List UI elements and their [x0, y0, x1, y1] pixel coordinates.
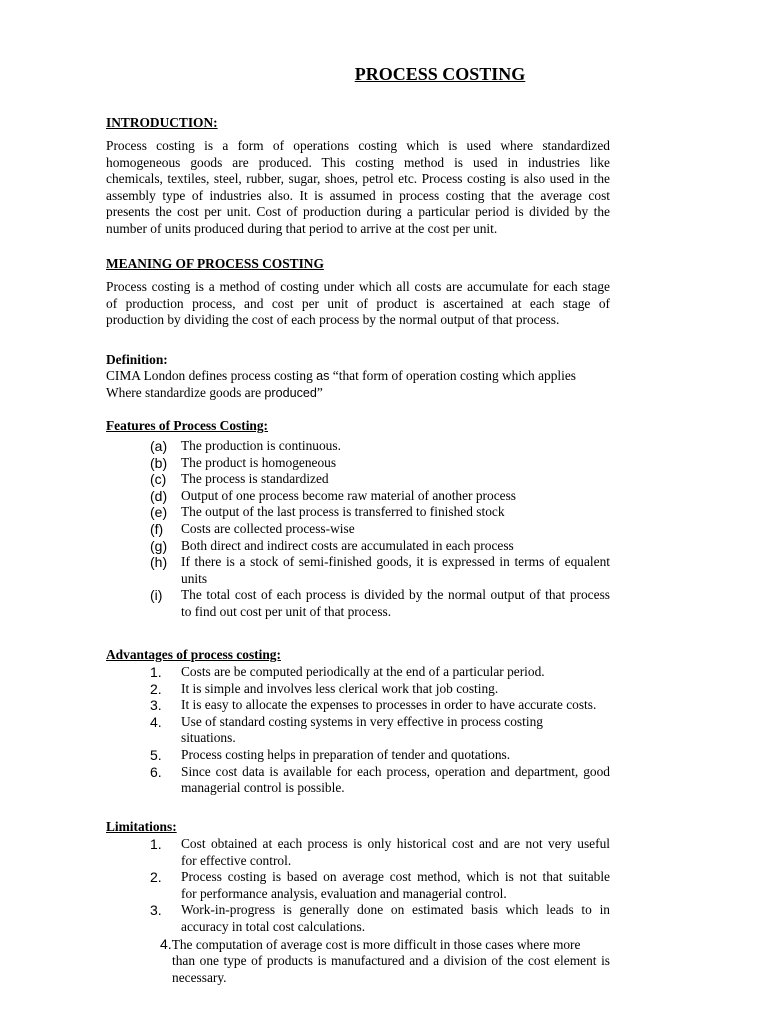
- introduction-line: presents the cost per unit. Cost of production during a particular period is divided by the: [106, 204, 610, 220]
- list-item-text: The production is continuous.: [181, 438, 341, 453]
- definition-text: ”: [316, 385, 323, 400]
- list-marker: (i): [150, 587, 163, 604]
- introduction-line: Process costing is a form of operations costing which is used where standardized: [106, 138, 610, 153]
- list-marker: 5.: [150, 746, 162, 763]
- list-marker: 4.: [150, 713, 162, 730]
- list-item: [150, 681, 610, 698]
- list-marker: (a): [150, 438, 168, 454]
- advantages-list: [150, 664, 610, 797]
- list-item-text: It is simple and involves less clerical work that job costing.: [181, 680, 499, 696]
- list-item: [150, 455, 610, 472]
- list-item-text: than one type of products is manufactured and a division of the cost element is: [172, 953, 610, 968]
- list-item-text: Work-in-progress is generally done on estimated basis which leads to in: [181, 902, 610, 918]
- limitations-list: [150, 836, 610, 936]
- definition-text: CIMA London defines process costing: [106, 368, 317, 383]
- page-title: PROCESS COSTING: [354, 64, 526, 84]
- list-marker: (e): [150, 504, 168, 521]
- list-item-text: necessary.: [172, 969, 227, 985]
- list-item-text: It is easy to allocate the expenses to processes in order to have accurate costs.: [181, 697, 597, 713]
- advantages-heading: Advantages of process costing:: [106, 647, 281, 662]
- list-item-text: Both direct and indirect costs are accumulated in each process: [181, 537, 514, 553]
- list-marker: 6.: [150, 763, 162, 780]
- definition-text: “that form of operation costing which applies: [329, 368, 576, 383]
- list-item-text: The product is homogeneous: [181, 454, 337, 470]
- list-item-text: Cost obtained at each process is only historical cost and are not very useful: [181, 836, 610, 851]
- list-item: [150, 504, 610, 521]
- features-heading: Features of Process Costing:: [106, 418, 269, 433]
- list-item-text: If there is a stock of semi-finished goods, it is expressed in terms of equalent: [181, 554, 610, 570]
- meaning-line: production by dividing the cost of each process by the normal output of that process.: [106, 312, 560, 328]
- list-item: [150, 554, 610, 587]
- list-item-text: Since cost data is available for each process, operation and department, good: [181, 763, 610, 779]
- list-item: [150, 836, 610, 869]
- list-item-text: Process costing helps in preparation of tender and quotations.: [181, 746, 511, 762]
- definition-line: [106, 368, 576, 385]
- list-marker: 3.: [150, 697, 162, 714]
- list-item-text: The output of the last process is transferred to finished stock: [181, 504, 505, 520]
- list-item: [150, 488, 610, 505]
- list-item-text: to find out cost per unit of that process.: [181, 603, 392, 619]
- list-item-text: managerial control is possible.: [181, 780, 345, 796]
- introduction-line: chemicals, textiles, steel, rubber, sugar, shoes, petrol etc. Process costing is also used in the: [106, 171, 610, 187]
- list-item-text: situations.: [181, 730, 236, 746]
- list-marker: (h): [150, 554, 168, 571]
- list-marker: (g): [150, 537, 168, 554]
- list-item-text: Process costing is based on average cost method, which is not that suitable: [181, 869, 610, 885]
- introduction-line: number of units produced during that period to arrive at the cost per unit.: [106, 220, 498, 236]
- list-item-text: Costs are collected process-wise: [181, 520, 355, 536]
- list-item-text: Use of standard costing systems in very effective in process costing: [181, 713, 543, 729]
- list-marker: 1.: [150, 664, 162, 680]
- list-marker: 4.: [160, 936, 172, 952]
- list-item: [150, 764, 610, 797]
- list-item: [160, 936, 610, 954]
- list-item-text: for performance analysis, evaluation and managerial control.: [181, 885, 507, 901]
- list-marker: (d): [150, 487, 168, 504]
- list-item: [150, 747, 610, 764]
- definition-text: as: [316, 369, 330, 383]
- list-item: [150, 902, 610, 935]
- introduction-line: assembly type of industries also. It is assumed in process costing that the average cost: [106, 187, 610, 203]
- list-item: [150, 587, 610, 620]
- list-item-text: Costs are be computed periodically at the end of a particular period.: [181, 664, 545, 679]
- meaning-line: Process costing is a method of costing under which all costs are accumulate for each stage: [106, 279, 610, 294]
- list-item: [150, 869, 610, 902]
- list-item-text: The process is standardized: [181, 471, 329, 487]
- definition-text: produced: [264, 386, 317, 400]
- list-marker: (c): [150, 471, 167, 488]
- features-list: [150, 438, 610, 621]
- definition-heading: Definition:: [106, 352, 168, 367]
- meaning-heading: MEANING OF PROCESS COSTING: [106, 256, 324, 271]
- list-marker: 3.: [150, 902, 162, 919]
- definition-line: [106, 385, 323, 402]
- list-marker: 1.: [150, 836, 162, 852]
- list-item: [150, 521, 610, 538]
- definition-text: Where standardize goods are: [106, 385, 265, 400]
- list-item-text: for effective control.: [181, 852, 292, 868]
- meaning-paragraph: [106, 279, 610, 329]
- list-item-text: The computation of average cost is more difficult in those cases where more: [171, 937, 581, 952]
- list-marker: 2.: [150, 869, 162, 886]
- list-item-text: Output of one process become raw material of another process: [181, 487, 517, 503]
- list-item-continuation: [172, 953, 610, 986]
- introduction-line: homogeneous goods are produced. This costing method is used in industries like: [106, 154, 610, 170]
- list-item: [150, 714, 610, 747]
- introduction-paragraph: [106, 138, 610, 238]
- list-marker: 2.: [150, 680, 162, 697]
- list-item-text: The total cost of each process is divided by the normal output of that process: [181, 587, 610, 603]
- list-item: [150, 438, 610, 455]
- introduction-heading: INTRODUCTION:: [106, 115, 218, 130]
- limitations-heading: Limitations:: [106, 819, 177, 834]
- list-item: [150, 697, 610, 714]
- list-item-text: units: [181, 570, 208, 586]
- list-item-text: accuracy in total cost calculations.: [181, 918, 366, 934]
- list-marker: (b): [150, 454, 168, 471]
- list-marker: (f): [150, 520, 164, 537]
- meaning-line: of production process, and cost per unit of product is ascertained at each stage of: [106, 295, 610, 311]
- list-item: [150, 664, 610, 681]
- list-item: [150, 471, 610, 488]
- list-item: [150, 538, 610, 555]
